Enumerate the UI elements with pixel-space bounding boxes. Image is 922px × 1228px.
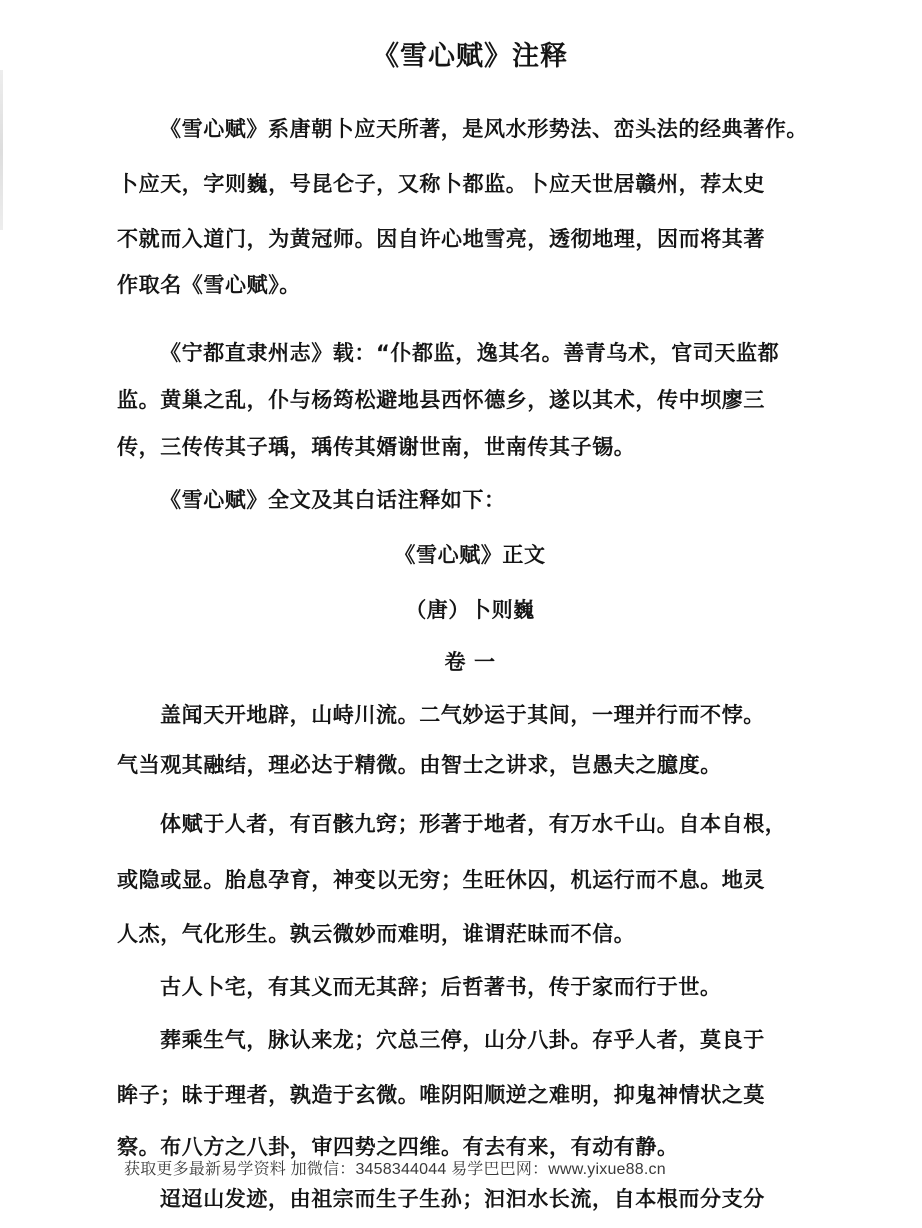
scan-edge-artifact — [0, 70, 3, 230]
body-p2-line2: 或隐或显。胎息孕育，神变以无穷；生旺休囚，机运行而不息。地灵 — [117, 868, 765, 892]
document-title: 《雪心赋》注释 — [372, 41, 568, 72]
intro-p1-line1: 《雪心赋》系唐朝卜应天所著，是风水形势法、峦头法的经典著作。 — [160, 117, 808, 141]
body-p5-line1: 迢迢山发迹，由祖宗而生子生孙；汩汩水长流，自本根而分支分 — [160, 1187, 765, 1211]
body-p1-line2: 气当观其融结，理必达于精微。由智士之讲求，岂愚夫之臆度。 — [117, 753, 722, 777]
intro-p3-line1: 《雪心赋》全文及其白话注释如下： — [160, 488, 506, 512]
body-p1-line1: 盖闻天开地辟，山峙川流。二气妙运于其间，一理并行而不悖。 — [160, 703, 765, 727]
body-p4-line1: 葬乘生气，脉认来龙；穴总三停，山分八卦。存乎人者，莫良于 — [160, 1028, 765, 1052]
section-title: 《雪心赋》正文 — [394, 543, 546, 567]
author-line: （唐）卜则巍 — [405, 598, 535, 622]
intro-p1-line2: 卜应天，字则巍，号昆仑子，又称卜都监。卜应天世居赣州，荐太史 — [117, 172, 765, 196]
intro-p1-line4: 作取名《雪心赋》。 — [117, 273, 301, 297]
intro-p2-line3: 传，三传传其子瑀，瑀传其婿谢世南，世南传其子锡。 — [117, 435, 636, 459]
intro-p1-line3: 不就而入道门，为黄冠师。因自许心地雪亮，透彻地理，因而将其著 — [117, 227, 765, 251]
body-p4-line3: 察。布八方之八卦，审四势之四维。有去有来，有动有静。 — [117, 1135, 679, 1159]
body-p3-line1: 古人卜宅，有其义而无其辞；后哲著书，传于家而行于世。 — [160, 975, 722, 999]
watermark-text: 获取更多最新易学资料 加微信：3458344044 易学巴巴网：www.yixue88.cn — [124, 1161, 666, 1178]
body-p2-line1: 体赋于人者，有百骸九窍；形著于地者，有万水千山。自本自根， — [160, 812, 787, 836]
intro-p2-line1: 《宁都直隶州志》载：“仆都监，逸其名。善青乌术，官司天监都 — [160, 341, 780, 365]
volume-heading: 卷 一 — [444, 650, 496, 674]
body-p4-line2: 眸子；昧于理者，孰造于玄微。唯阴阳顺逆之难明，抑鬼神情状之莫 — [117, 1083, 765, 1107]
body-p2-line3: 人杰，气化形生。孰云微妙而难明，谁谓茫昧而不信。 — [117, 922, 636, 946]
intro-p2-line2: 监。黄巢之乱，仆与杨筠松避地县西怀德乡，遂以其术，传中坝廖三 — [117, 388, 765, 412]
